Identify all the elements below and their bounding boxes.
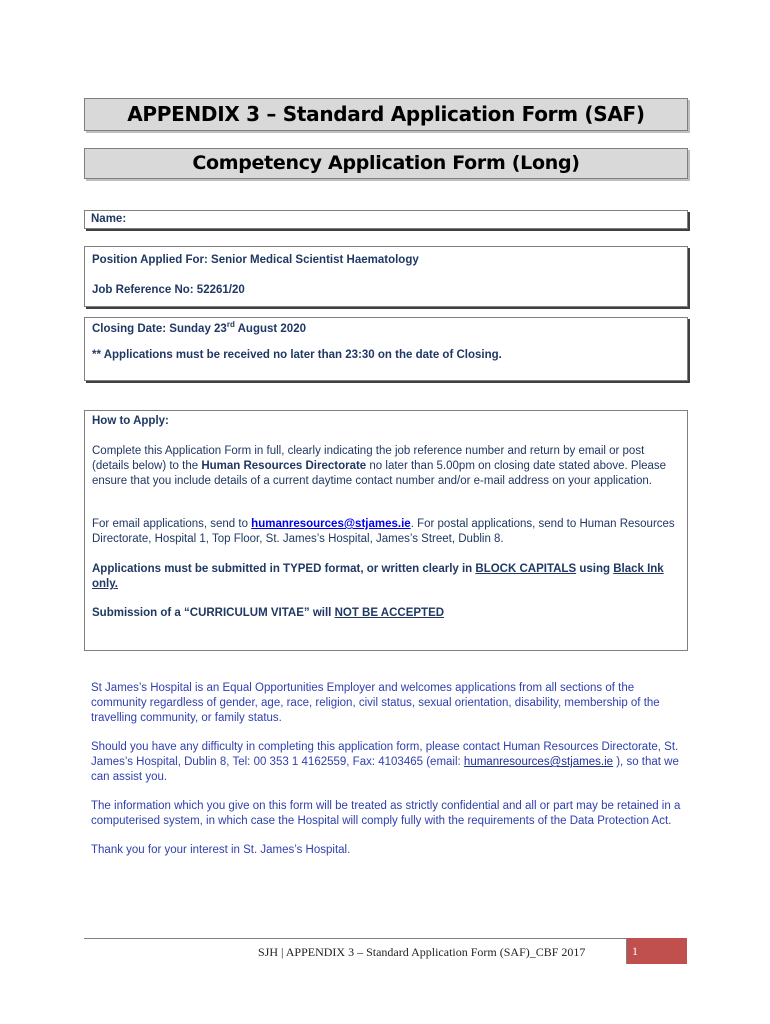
apply-paragraph-3: Applications must be submitted in TYPED format, or written clearly in BLOCK CAPITALS using Black Ink only. <box>92 563 664 590</box>
info-section <box>91 681 681 872</box>
closing-note: ** Applications must be received no later than 23:30 on the date of Closing. <box>92 349 502 361</box>
form-title: Competency Application Form (Long) <box>84 148 688 179</box>
apply-paragraph-1: Complete this Application Form in full, clearly indicating the job reference number and return by email or post (details below) to the Human Resources Directorate no later than 5.00pm on closing date stated above. Please ensure that you include details of a current daytime contact number and/or e-mail address on your application. <box>92 445 667 487</box>
how-to-apply-box <box>84 410 688 651</box>
contact-email-link[interactable]: humanresources@stjames.ie <box>463 756 614 768</box>
position-box <box>84 246 688 307</box>
equal-opportunities-text: St James’s Hospital is an Equal Opportunities Employer and welcomes applications from all sections of the community regardless of gender, age, race, religion, civil status, sexual orientation, disability, membership of the travelling community, or family status. <box>91 682 660 724</box>
confidentiality-text: The information which you give on this form will be treated as strictly confidential and all or part may be retained in a computerised system, in which case the Hospital will comply fully with the requirements of the Data Protection Act. <box>91 800 681 827</box>
name-field[interactable] <box>84 210 688 229</box>
name-label: Name: <box>91 213 127 225</box>
apply-paragraph-4: Submission of a “CURRICULUM VITAE” will NOT BE ACCEPTED <box>92 607 445 619</box>
closing-date: Closing Date: Sunday 23rd August 2020 <box>92 320 306 335</box>
thank-you-text: Thank you for your interest in St. James’s Hospital. <box>91 844 351 856</box>
footer-text: SJH | APPENDIX 3 – Standard Application Form (SAF)_CBF 2017 <box>258 945 586 959</box>
appendix-title: APPENDIX 3 – Standard Application Form (SAF) <box>84 98 688 131</box>
page-number: 1 <box>627 938 687 964</box>
apply-paragraph-2: For email applications, send to humanresources@stjames.ie. For postal applications, send to Human Resources Directorate, Hospital 1, Top Floor, St. James’s Hospital, James’s Street, Dublin 8. <box>92 518 675 545</box>
email-link[interactable]: humanresources@stjames.ie <box>251 518 411 530</box>
position-label: Position Applied For: Senior Medical Scientist Haematology <box>92 254 419 266</box>
closing-box <box>84 317 688 381</box>
job-reference: Job Reference No: 52261/20 <box>92 284 245 296</box>
footer-divider <box>84 938 686 939</box>
how-to-apply-heading: How to Apply: <box>92 415 169 427</box>
contact-text: Should you have any difficulty in completing this application form, please contact Human Resources Directorate, St. James’s Hospital, Dublin 8, Tel: 00 353 1 4162559, Fax: 4103465 (email: humanresources@stjames.ie ), so that we can assist you. <box>91 741 679 783</box>
